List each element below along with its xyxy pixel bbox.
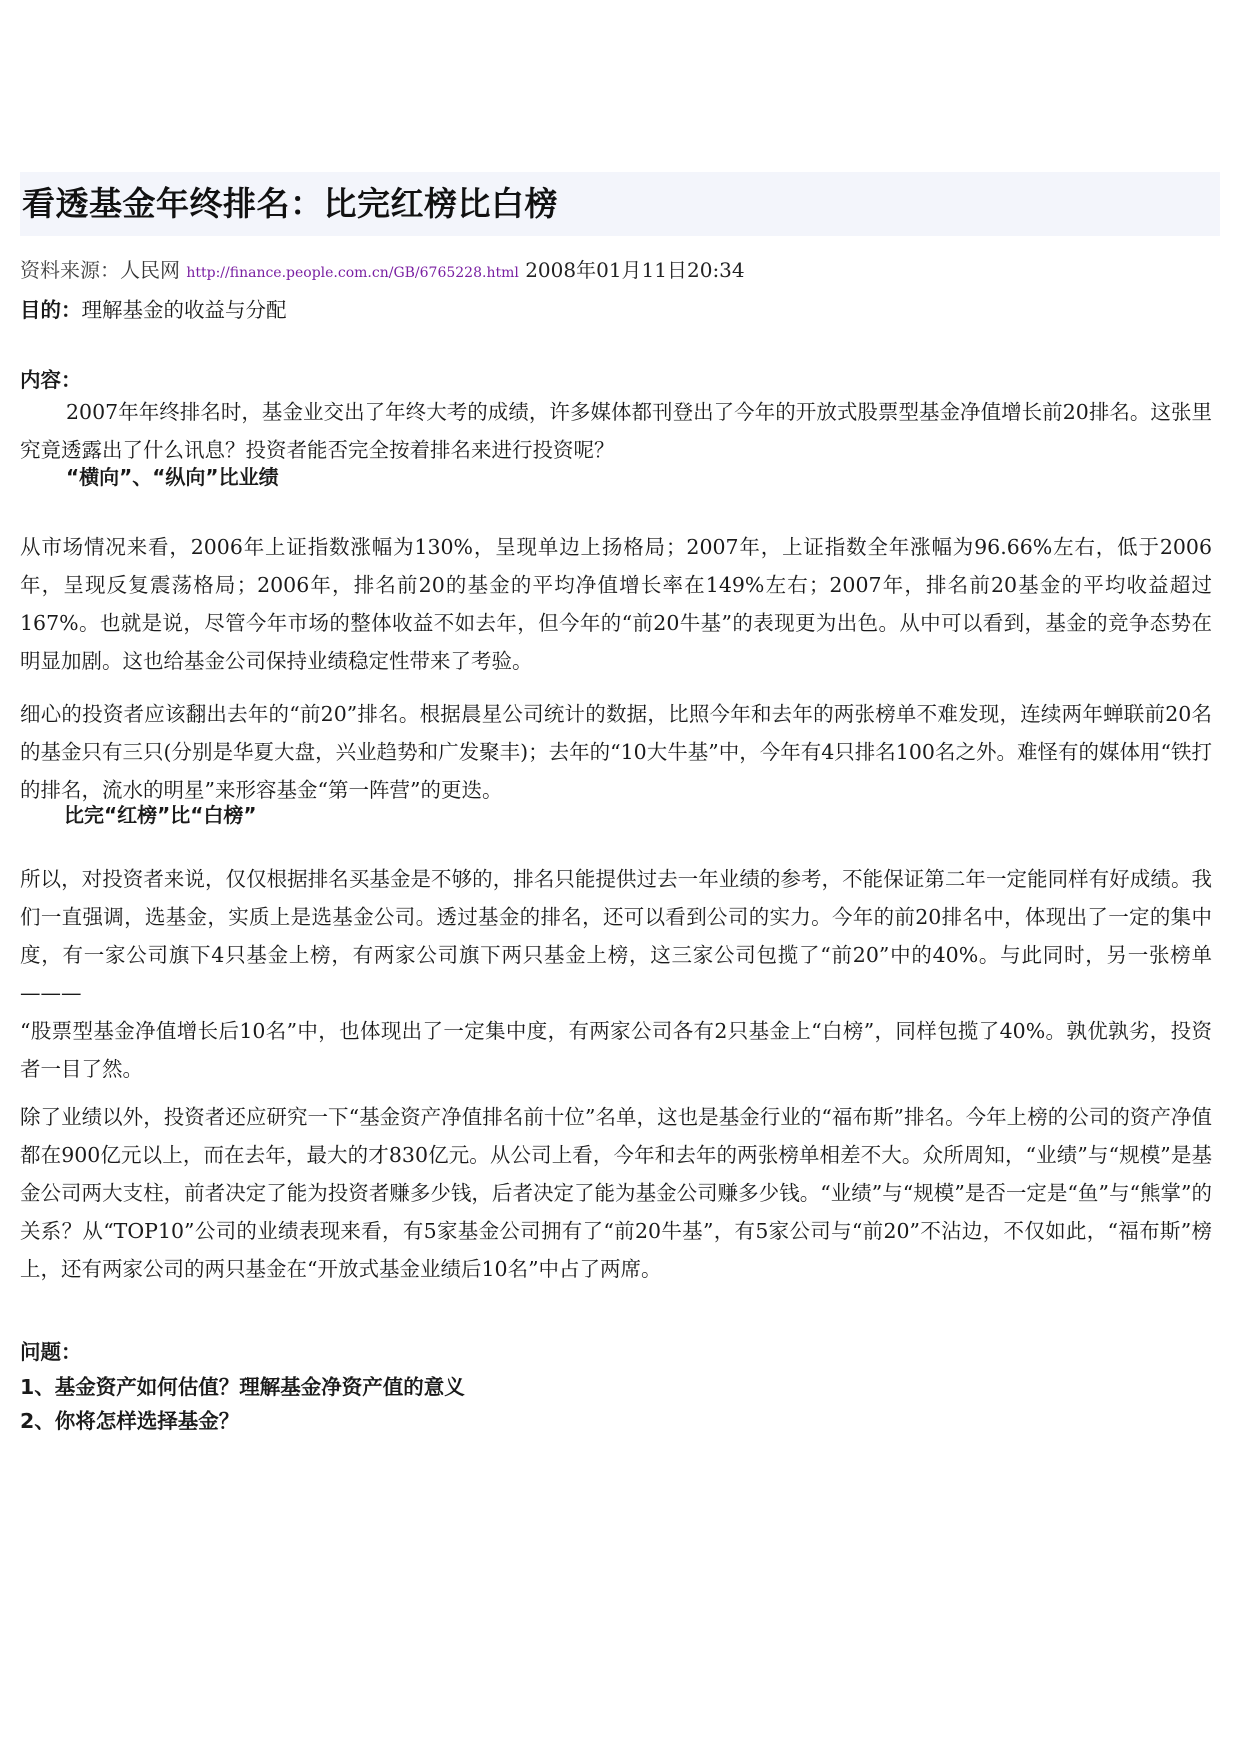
source-label: 资料来源： — [20, 258, 120, 282]
paragraph-3b: “股票型基金净值增长后10名”中，也体现出了一定集中度，有两家公司各有2只基金上“白榜”，同样包揽了40%。孰优孰劣，投资者一目了然。 — [20, 1019, 1212, 1081]
purpose-text: 理解基金的收益与分配 — [81, 298, 287, 322]
source-publisher: 人民网 — [120, 258, 180, 282]
purpose-label: 目的： — [20, 298, 82, 322]
questions-label: 问题： — [20, 1340, 82, 1364]
paragraph-3: 所以，对投资者来说，仅仅根据排名买基金是不够的，排名只能提供过去一年业绩的参考，不能保证第二年一定能同样有好成绩。我们一直强调，选基金，实质上是选基金公司。透过基金的排名，还可以看到公司的实力。今年的前20排名中，体现出了一定的集中度，有一家公司旗下4只基金上榜，有两家公司旗下两只基金上榜，这三家公司包揽了“前20”中的40%。与此同时，另一张榜单——— — [20, 867, 1212, 1005]
section-heading-2: 比完“红榜”比“白榜” — [64, 803, 257, 827]
section-heading-1: “横向”、“纵向”比业绩 — [66, 465, 279, 489]
intro-paragraph: 2007年年终排名时，基金业交出了年终大考的成绩，许多媒体都刊登出了今年的开放式股票型基金净值增长前20排名。这张里究竟透露出了什么讯息？投资者能否完全按着排名来进行投资呢？ — [20, 400, 1212, 462]
source-url-link[interactable]: http://finance.people.com.cn/GB/6765228.html — [186, 265, 519, 281]
paragraph-2: 细心的投资者应该翻出去年的“前20”排名。根据晨星公司统计的数据，比照今年和去年的两张榜单不难发现，连续两年蝉联前20名的基金只有三只(分别是华夏大盘，兴业趋势和广发聚丰)；去年的“10大牛基”中，今年有4只排名100名之外。难怪有的媒体用“铁打的排名，流水的明星”来形容基金“第一阵营”的更迭。 — [20, 702, 1212, 802]
question-1: 1、基金资产如何估值？理解基金净资产值的意义 — [20, 1375, 465, 1399]
source-date: 2008年01月11日20:34 — [525, 258, 745, 282]
source-line — [20, 255, 745, 288]
page-title: 看透基金年终排名：比完红榜比白榜 — [22, 184, 558, 223]
paragraph-4: 除了业绩以外，投资者还应研究一下“基金资产净值排名前十位”名单，这也是基金行业的“福布斯”排名。今年上榜的公司的资产净值都在900亿元以上，而在去年，最大的才830亿元。从公司上看，今年和去年的两张榜单相差不大。众所周知，“业绩”与“规模”是基金公司两大支柱，前者决定了能为投资者赚多少钱，后者决定了能为基金公司赚多少钱。“业绩”与“规模”是否一定是“鱼”与“熊掌”的关系？从“TOP10”公司的业绩表现来看，有5家基金公司拥有了“前20牛基”，有5家公司与“前20”不沾边，不仅如此，“福布斯”榜上，还有两家公司的两只基金在“开放式基金业绩后10名”中占了两席。 — [20, 1105, 1212, 1281]
content-label: 内容： — [20, 368, 82, 392]
question-2: 2、你将怎样选择基金？ — [20, 1409, 240, 1433]
purpose-line — [20, 295, 287, 325]
paragraph-1: 从市场情况来看，2006年上证指数涨幅为130%，呈现单边上扬格局；2007年，上证指数全年涨幅为96.66%左右，低于2006年，呈现反复震荡格局；2006年，排名前20的基金的平均净值增长率在149%左右；2007年，排名前20基金的平均收益超过167%。也就是说，尽管今年市场的整体收益不如去年，但今年的“前20牛基”的表现更为出色。从中可以看到，基金的竞争态势在明显加剧。这也给基金公司保持业绩稳定性带来了考验。 — [20, 535, 1212, 673]
